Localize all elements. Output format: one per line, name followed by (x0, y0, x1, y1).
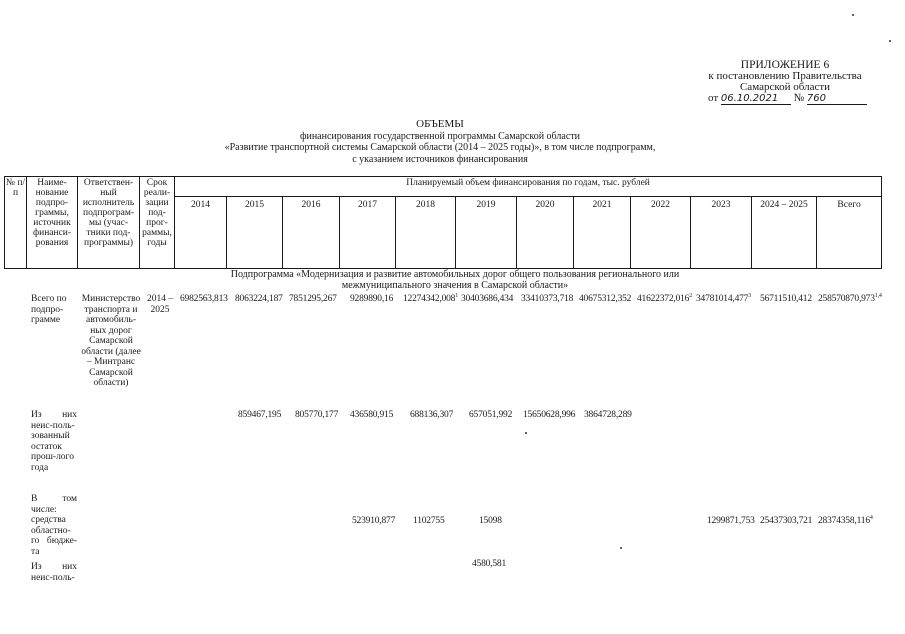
number-prefix: № (793, 92, 805, 104)
row-regional-2017: 523910,877 (352, 516, 396, 526)
row-unused-2019: 657051,992 (469, 410, 513, 420)
row-total-2014: 6982563,813 (180, 294, 228, 304)
row-total-2023: 34781014,477$^3$ (696, 292, 752, 304)
row-regional-2023: 1299871,753 (707, 516, 755, 526)
header-year: 2023 (691, 197, 752, 269)
date-prefix: от (708, 92, 719, 104)
header-name: Наиме-нование подпро-граммы, источник финанси-рования (27, 177, 78, 269)
header-year: 2018 (396, 197, 456, 269)
row-unused2-label: Из них неис-поль- (31, 562, 77, 583)
document-heading: ОБЪЕМЫ (416, 118, 464, 130)
header-responsible: Ответствен-ный исполнитель подпрограм-мы (учас-тники под-программы) (78, 177, 140, 269)
row-total-responsible: Министерство транспорта и автомобиль-ных дорог Самарской области (далее – Минтранс Самарской области) (81, 294, 141, 388)
row-regional-label: В том числе: средства областно-го бюдже-та (31, 494, 77, 557)
row-total-2024: 56711510,412 (760, 294, 812, 304)
row-unused-2020: 15650628,996 (523, 410, 576, 420)
header-year: 2020 (517, 197, 574, 269)
subprogram-title-line-1: Подпрограмма «Модернизация и развитие автомобильных дорог общего пользования регионального или (230, 269, 680, 280)
row-total-2022: 41622372,016$^2$ (637, 292, 693, 304)
header-year-total: Всего (817, 197, 882, 269)
row-total-label: Всего по подпро-грамме (31, 294, 67, 325)
scan-speck (525, 432, 527, 434)
document-title (160, 119, 720, 165)
subprogram-title (150, 269, 760, 291)
row-unused-2017: 436580,915 (350, 410, 394, 420)
row-regional-2024: 25437303,721 (760, 516, 813, 526)
row-total-2017: 9289890,16 (350, 294, 394, 304)
header-year: 2014 (175, 197, 227, 269)
appendix-date-line (708, 93, 870, 105)
header-num: № п/п (5, 177, 27, 269)
header-term: Срок реали-зации под-прог-раммы, годы (140, 177, 175, 269)
row-unused-label: Из них неис-поль-зованный остаток прош-лого года (31, 410, 77, 473)
footnote-mark: 2 (689, 292, 693, 299)
handwritten-date: 06.10.2021 (721, 93, 791, 105)
footnote-mark: 1 (455, 292, 459, 299)
row-regional-2018: 1102755 (413, 516, 445, 526)
scan-speck (889, 40, 891, 42)
row-total-2019: 30403686,434 (461, 294, 514, 304)
row-total-2015: 8063224,187 (235, 294, 283, 304)
row-unused-2018: 688136,307 (410, 410, 454, 420)
header-planned: Планируемый объем финансирования по годам, тыс. рублей (175, 177, 882, 197)
row-regional-2019: 15098 (479, 516, 502, 526)
row-total-2020: 33410373,718 (521, 294, 574, 304)
row-total-2021: 40675312,352 (579, 294, 632, 304)
row-total-term: 2014 – 2025 (146, 294, 174, 315)
header-year: 2024 – 2025 (752, 197, 817, 269)
scan-speck (852, 14, 854, 16)
subprogram-title-line-2: межмуниципального значения в Самарской области» (341, 280, 569, 291)
footnote-mark: 1,4 (874, 292, 882, 299)
appendix-line-1: к постановлению Правительства (708, 70, 862, 82)
header-year: 2019 (456, 197, 517, 269)
row-unused-2016: 805770,177 (295, 410, 339, 420)
document-title-line-3: с указанием источников финансирования (352, 153, 528, 165)
document-title-line-2: «Развитие транспортной системы Самарской области (2014 – 2025 годы)», в том числе подпрограмм, (224, 142, 656, 153)
row-unused2-2019: 4580,581 (472, 559, 507, 569)
header-year: 2016 (283, 197, 340, 269)
scan-speck (620, 547, 622, 549)
header-year: 2022 (631, 197, 691, 269)
row-total-all: 258570870,973$^{1,4}$ (818, 292, 882, 304)
appendix-title: ПРИЛОЖЕНИЕ 6 (740, 59, 830, 71)
table-header-grid (4, 176, 881, 269)
appendix-block (700, 60, 870, 105)
header-year: 2015 (227, 197, 283, 269)
handwritten-number: 760 (807, 93, 867, 105)
row-unused-2015: 859467,195 (238, 410, 282, 420)
row-regional-all: 28374358,116$^4$ (818, 514, 873, 526)
row-total-2018: 12274342,008$^1$ (403, 292, 459, 304)
footnote-mark: 3 (748, 292, 752, 299)
footnote-mark: 4 (869, 514, 873, 521)
row-total-2016: 7851295,267 (289, 294, 337, 304)
header-year: 2021 (574, 197, 631, 269)
appendix-line-2: Самарской области (739, 81, 831, 93)
header-year: 2017 (340, 197, 396, 269)
document-title-line-1: финансирования государственной программы Самарской области (299, 130, 580, 142)
row-unused-2021: 3864728,289 (584, 410, 632, 420)
